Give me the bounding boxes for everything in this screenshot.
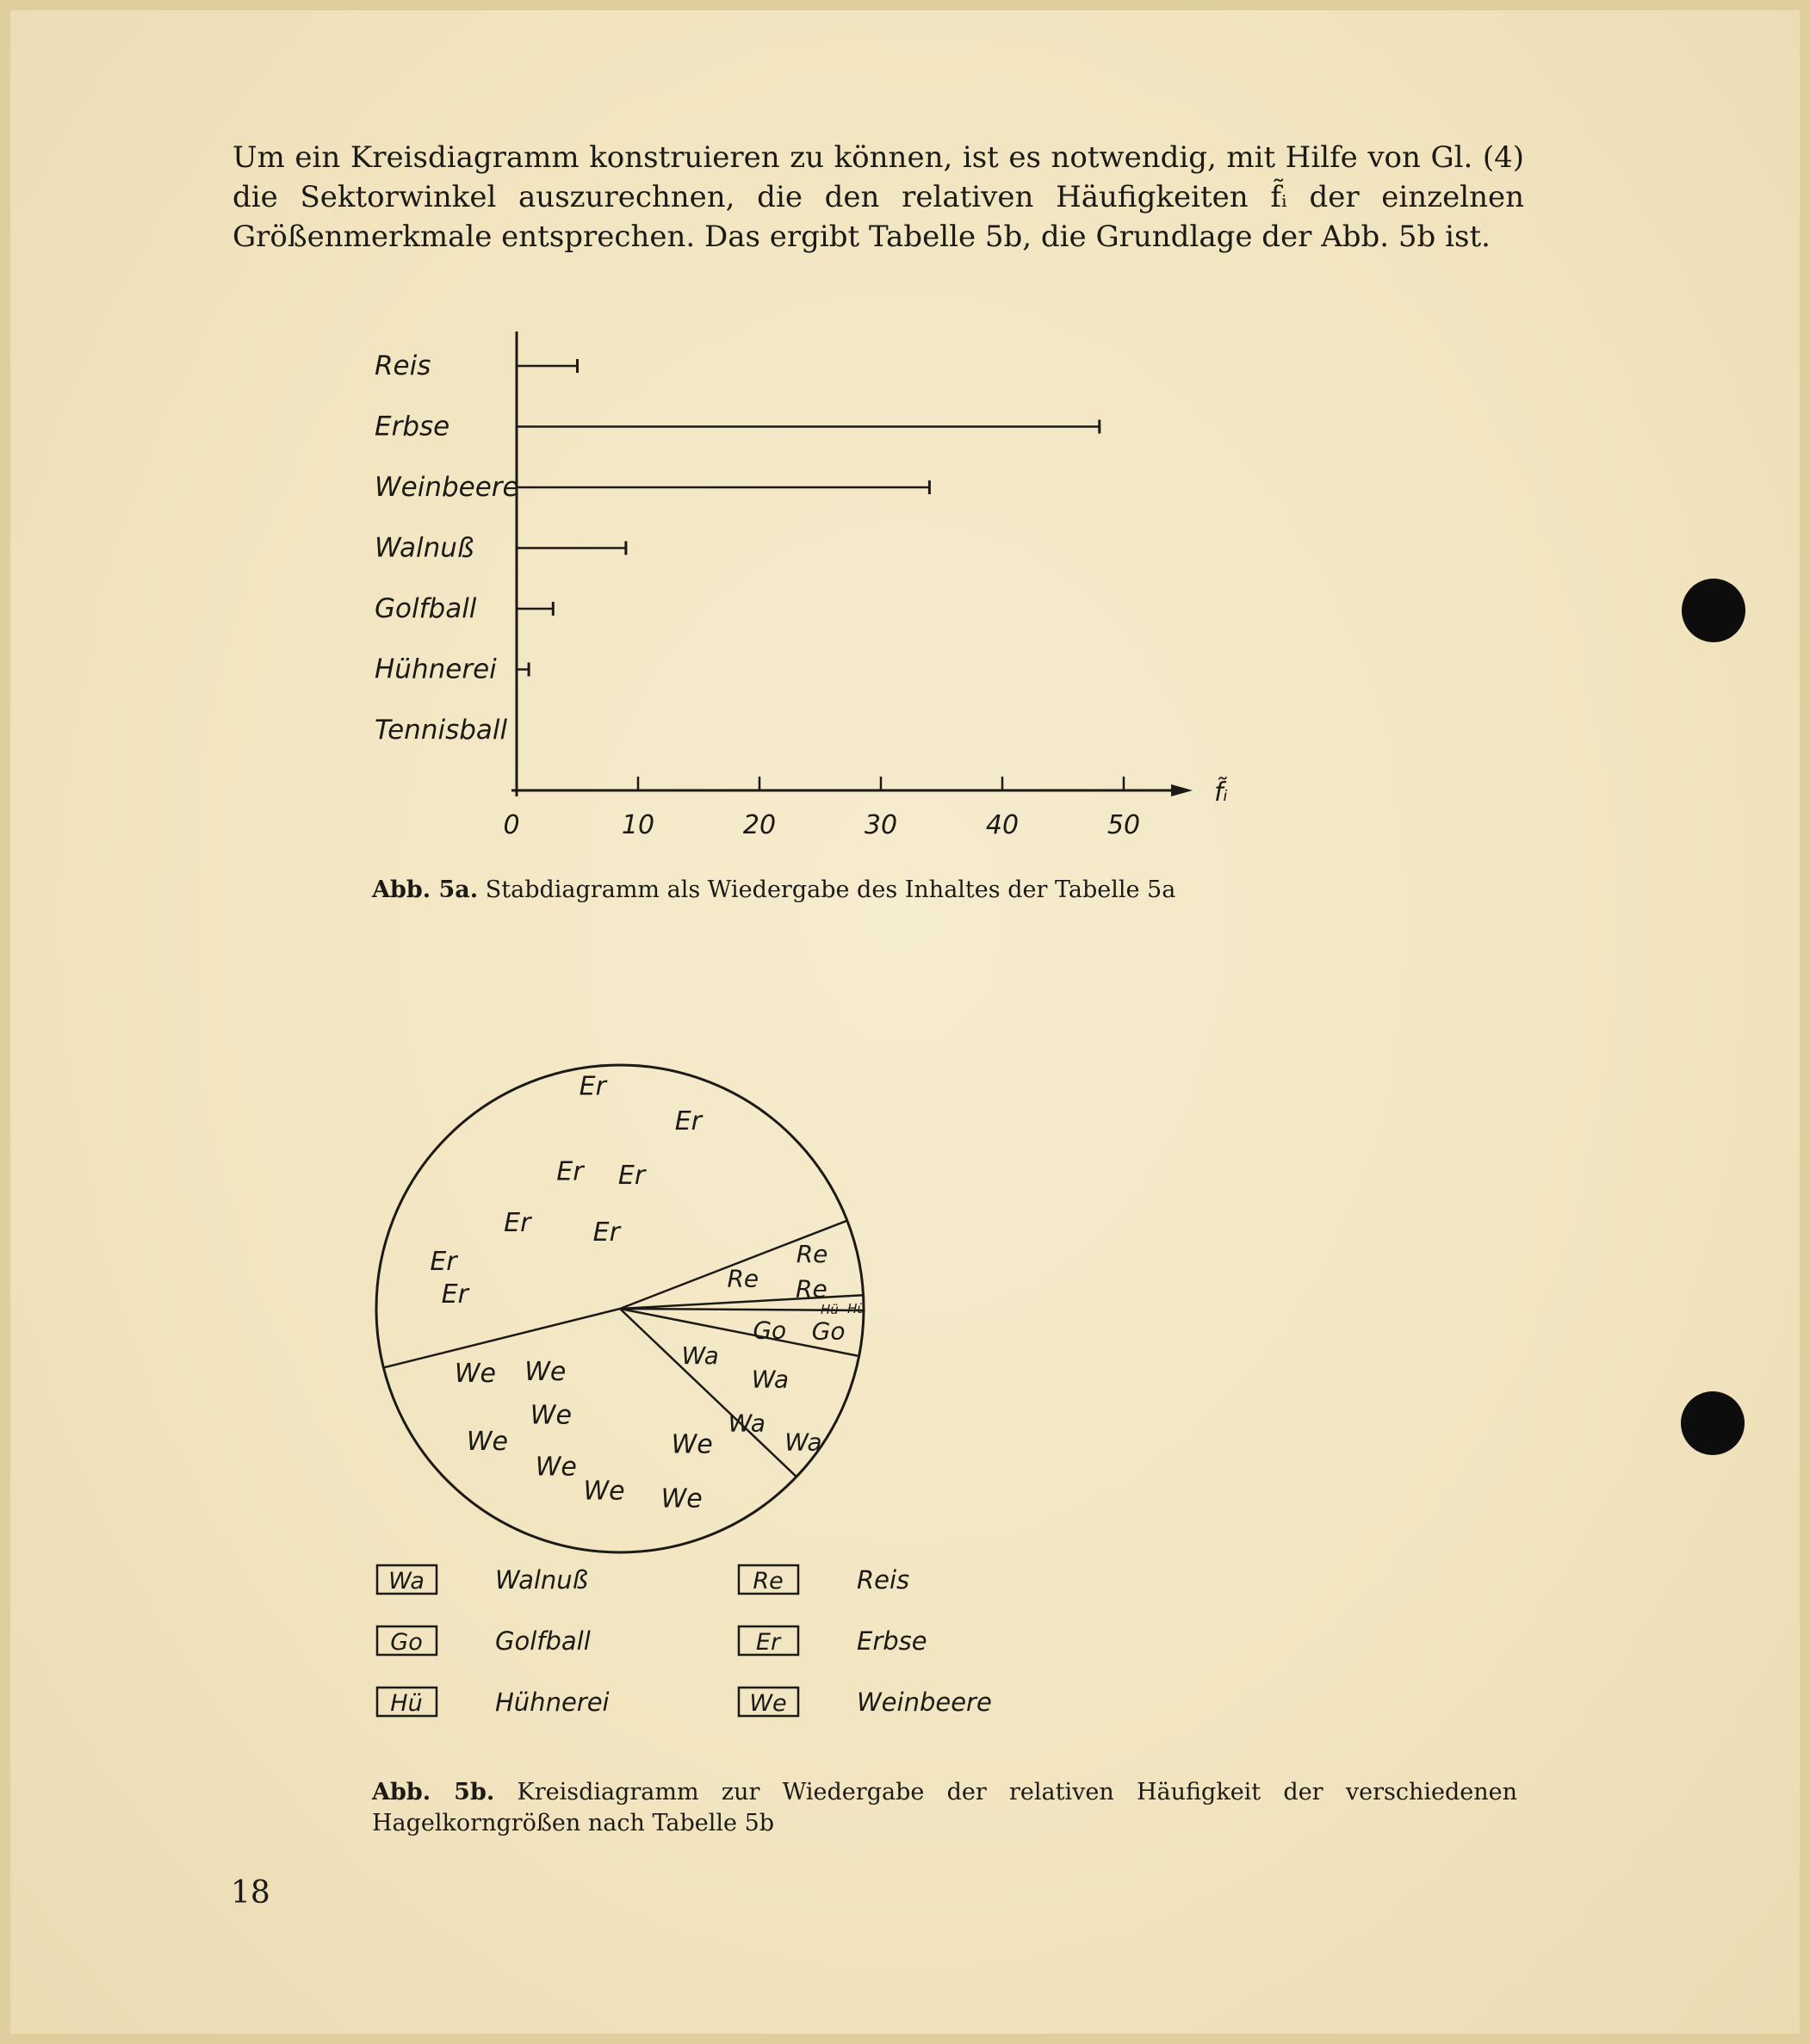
pie-sector-label: We [535, 1452, 577, 1483]
bar-chart-category-label: Golfball [375, 593, 477, 624]
legend-abbr: We [749, 1690, 787, 1717]
pie-sector-label: We [660, 1483, 703, 1514]
bar-chart-category-label: Hühnerei [375, 653, 497, 685]
pie-sector-label: Re [727, 1264, 759, 1293]
pie-sector-boundary [383, 1309, 620, 1367]
pie-sector-label: Wa [681, 1341, 719, 1370]
bar-chart-x-axis-label: f̃ᵢ [1214, 777, 1228, 808]
pie-sector-label: Wa [751, 1365, 790, 1394]
pie-sector-label: We [583, 1476, 625, 1507]
pie-chart-sector-labels [430, 1072, 865, 1514]
bar-chart-bars [517, 359, 1100, 677]
legend-abbr: Re [753, 1568, 784, 1595]
bar-chart-category-label: Erbse [375, 411, 450, 443]
pie-sector-label: Er [617, 1160, 646, 1191]
legend-name: Erbse [857, 1626, 927, 1656]
intro-text: Um ein Kreisdiagramm konstruieren zu können, ist es notwendig, mit Hilfe von Gl. (4) die Sektorwinkel auszurechnen, die den relativen Häufigkeiten f̃ᵢ der einzelnen Größenmerkmale entsprechen. Das ergibt Tabelle 5b, die Grundlage der Abb. 5b ist. [232, 140, 1524, 254]
pie-sector-label: Er [579, 1071, 606, 1102]
bar-chart-x-axis-arrow [1171, 784, 1193, 796]
pie-sector-label: Er [556, 1156, 584, 1187]
pie-sector-label: Er [430, 1247, 457, 1278]
legend-abbr: Wa [388, 1568, 425, 1595]
caption-5a-text: Stabdiagramm als Wiedergabe des Inhaltes der Tabelle 5a [485, 876, 1176, 903]
pie-sector-label: Er [592, 1217, 620, 1248]
pie-sector-label: Hü [847, 1301, 865, 1317]
caption-5b-text: Kreisdiagramm zur Wiedergabe der relativen Häufigkeit der verschiedenen Hagelkorngrößen nach Tabelle 5b [372, 1779, 1517, 1837]
bar-chart-x-tick-label: 0 [503, 810, 520, 840]
caption-fig-5b [372, 1777, 1517, 1839]
bar-chart-category-label: Tennisball [375, 715, 508, 746]
bar-chart-category-labels [375, 350, 519, 746]
pie-sector-label: Er [441, 1279, 468, 1310]
legend-name: Hühnerei [495, 1688, 610, 1717]
pie-sector-label: We [454, 1358, 497, 1389]
pie-sector-label: We [466, 1427, 508, 1458]
legend-abbr: Er [755, 1629, 781, 1656]
pie-sector-label: We [671, 1429, 713, 1460]
pie-sector-label: We [530, 1400, 572, 1431]
legend-name: Golfball [495, 1626, 591, 1656]
bar-chart-x-tick-label: 40 [985, 810, 1020, 840]
bar-chart-axis [503, 331, 1227, 840]
bar-chart-x-tick-label: 50 [1106, 810, 1141, 840]
caption-fig-5a [372, 875, 1319, 906]
pie-sector-label: Er [674, 1106, 703, 1137]
caption-5b-number: Abb. 5b. [372, 1779, 495, 1806]
bar-chart-5a [0, 0, 1810, 947]
bar-chart-category-label: Reis [375, 350, 431, 381]
pie-sector-label: Go [753, 1316, 787, 1345]
bar-chart-x-tick-label: 30 [864, 810, 898, 840]
page-number: 18 [231, 1875, 270, 1911]
pie-sector-label: Er [504, 1207, 531, 1238]
pie-sector-label: Hü [820, 1301, 839, 1317]
pie-sector-label: Go [811, 1316, 846, 1346]
bar-chart-category-label: Weinbeere [375, 472, 519, 503]
bar-chart-x-tick-label: 10 [621, 810, 655, 840]
legend-name: Weinbeere [857, 1688, 992, 1717]
pie-sector-label: Wa [728, 1409, 766, 1438]
pie-sector-label: We [524, 1356, 567, 1387]
caption-5a-number: Abb. 5a. [372, 876, 479, 903]
pie-chart-5b [0, 1016, 1810, 1756]
legend-name: Reis [857, 1565, 910, 1595]
legend-abbr: Go [390, 1629, 423, 1656]
pie-sector-label: Wa [784, 1428, 822, 1457]
punch-hole [1682, 579, 1745, 642]
punch-hole [1681, 1391, 1745, 1455]
bar-chart-x-tick-label: 20 [742, 810, 777, 840]
legend-name: Walnuß [495, 1565, 588, 1595]
legend-abbr: Hü [390, 1690, 423, 1717]
pie-legend [377, 1565, 992, 1717]
pie-sector-label: Re [796, 1274, 828, 1304]
bar-chart-category-label: Walnuß [375, 532, 474, 564]
pie-sector-label: Re [796, 1240, 828, 1269]
